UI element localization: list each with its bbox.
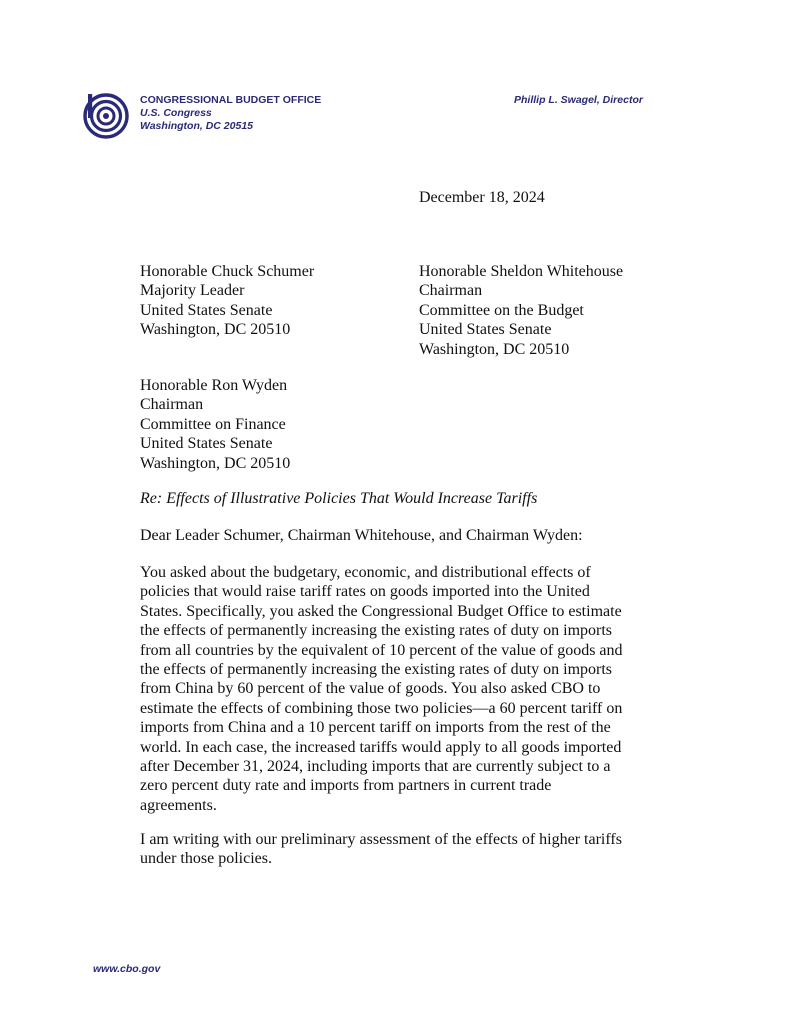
cbo-logo-icon xyxy=(82,92,130,140)
paragraph-line: estimate the effects of combining those two policies—a 60 percent tariff on xyxy=(140,699,623,717)
paragraph-line: after December 31, 2024, including imports that are currently subject to a xyxy=(140,758,611,776)
body-paragraph xyxy=(140,563,623,815)
addressee-block xyxy=(419,262,623,359)
paragraph-line: agreements. xyxy=(140,796,217,814)
addressee-line: Washington, DC 20510 xyxy=(140,454,291,472)
addressee-line: United States Senate xyxy=(140,301,273,319)
footer-website-link[interactable]: www.cbo.gov xyxy=(93,963,161,975)
paragraph-line: You asked about the budgetary, economic, and distributional effects of xyxy=(140,564,591,581)
addressee-line: Committee on Finance xyxy=(140,415,286,433)
addressee-block xyxy=(140,376,290,473)
paragraph-line: the effects of permanently increasing the existing rates of duty on imports xyxy=(140,622,613,640)
addressee-line: Chairman xyxy=(140,396,204,414)
paragraph-line: imports from China and a 10 percent tariff on imports from the rest of the xyxy=(140,719,611,737)
addressee-line: United States Senate xyxy=(140,435,273,453)
paragraph-line: under those policies. xyxy=(140,850,272,868)
addressee-line: Honorable Chuck Schumer xyxy=(140,263,315,280)
addressee-line: Chairman xyxy=(419,282,483,300)
subject-line: Re: Effects of Illustrative Policies That Would Increase Tariffs xyxy=(140,490,538,507)
paragraph-line: zero percent duty rate and imports from partners in current trade xyxy=(140,777,552,795)
addressee-line: Honorable Sheldon Whitehouse xyxy=(419,263,624,280)
paragraph-line: from China by 60 percent of the value of goods. You also asked CBO to xyxy=(140,680,601,698)
addressee-line: United States Senate xyxy=(419,321,552,339)
paragraph-line: from all countries by the equivalent of 10 percent of the value of goods and xyxy=(140,641,623,659)
body-paragraph xyxy=(140,830,622,869)
addressee-line: Committee on the Budget xyxy=(419,301,584,319)
paragraph-line: world. In each case, the increased tariffs would apply to all goods imported xyxy=(140,738,622,756)
paragraph-line: policies that would raise tariff rates on goods imported into the United xyxy=(140,583,590,601)
addressee-block xyxy=(140,262,314,340)
paragraph-line: States. Specifically, you asked the Congressional Budget Office to estimate xyxy=(140,602,622,620)
paragraph-line: I am writing with our preliminary assessment of the effects of higher tariffs xyxy=(140,831,622,848)
addressee-line: Washington, DC 20510 xyxy=(140,321,291,339)
letterhead-director: Phillip L. Swagel, Director xyxy=(514,94,643,106)
letterhead-congress: U.S. Congress xyxy=(140,107,212,119)
letterhead-city: Washington, DC 20515 xyxy=(140,120,253,132)
addressee-line: Majority Leader xyxy=(140,282,245,300)
addressee-line: Honorable Ron Wyden xyxy=(140,377,288,394)
salutation: Dear Leader Schumer, Chairman Whitehouse, and Chairman Wyden: xyxy=(140,527,583,544)
paragraph-line: the effects of permanently increasing the existing rates of duty on imports xyxy=(140,661,613,679)
letter-date: December 18, 2024 xyxy=(419,189,545,206)
letterhead-agency: CONGRESSIONAL BUDGET OFFICE xyxy=(140,94,322,106)
addressee-line: Washington, DC 20510 xyxy=(419,340,570,358)
